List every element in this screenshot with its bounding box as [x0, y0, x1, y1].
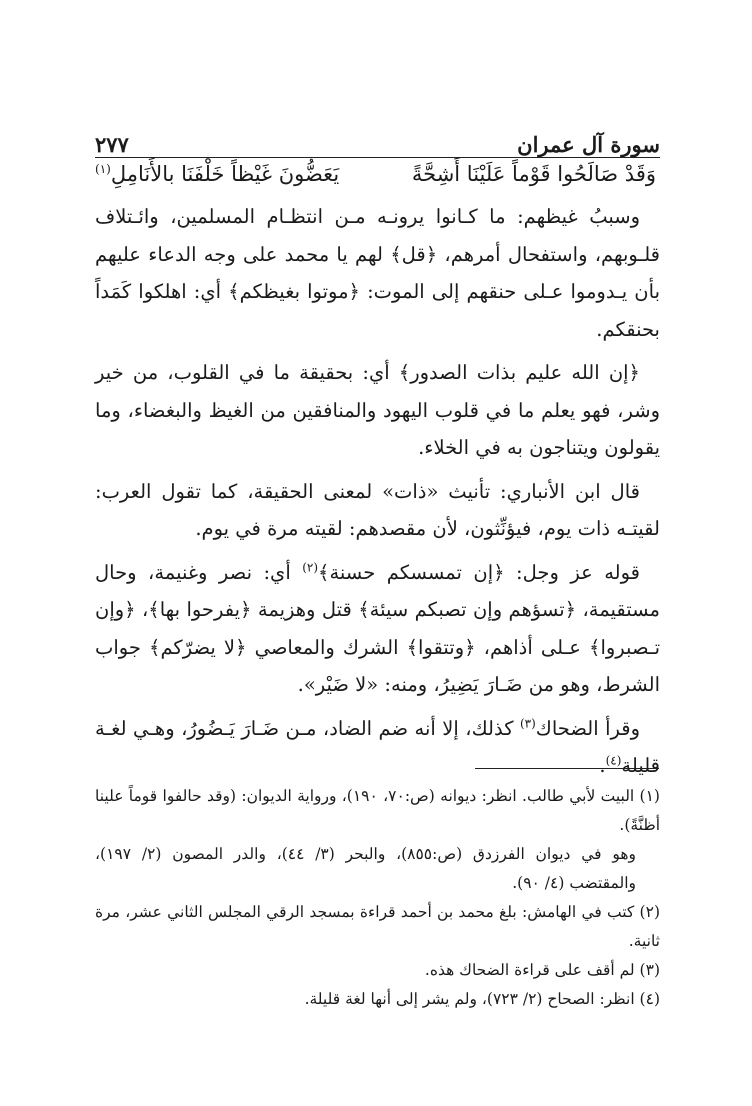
- footnote-2: (٢) كتب في الهامش: بلغ محمد بن أحمد قراءة بمسجد الرقي المجلس الثاني عشر، مرة ثانية.: [95, 903, 660, 950]
- footnote-ref-4: (٤): [605, 753, 622, 768]
- footnote-1-continued: وهو في ديوان الفرزدق (ص:٨٥٥)، والبحر (٣/ ٤٤)، والدر المصون (٢/ ١٩٧)، والمقتضب (٤/ ٩٠).: [95, 845, 636, 892]
- footnote-ref-1: (١): [95, 162, 111, 176]
- footnote-3: (٣) لم أقف على قراءة الضحاك هذه.: [424, 961, 660, 979]
- footnote-ref-3: (٣): [519, 716, 536, 730]
- paragraph: قال ابن الأنباري: تأنيث «ذات» لمعنى الحقيقة، كما تقول العرب: لقيتـه ذات يوم، فيؤنِّثون، لأن مقصدهم: لقيته مرة في يوم.: [95, 479, 660, 540]
- poetry-verse: [95, 158, 660, 198]
- surah-title: سورة آل عمران: [517, 132, 660, 157]
- paragraph: وقرأ الضحاك$^{(٣)}$ كذلك، إلا أنه ضم الضاد، مـن ضَـارَ يَـضُورُ، وهـي لغـة قليلة$^{(٤)}$.: [95, 716, 660, 777]
- footnote-divider: [475, 768, 659, 769]
- verse-hemistich-first: وَقَدْ صَالَحُوا قَوْماً عَلَيْنَا أَشِحَّةً: [411, 162, 656, 186]
- verse-hemistich-second: يَعَضُّونَ غَيْظاً خَلْفَنَا بالأَنَامِلِ$^{(١)}$: [95, 162, 340, 186]
- paragraph: ﴿إن الله عليم بذات الصدور﴾ أي: بحقيقة ما في القلوب، من خير وشر، فهو يعلم ما في قلوب اليهود والمنافقين من الغيظ والبغضاء، وما يقولون ويتناجون به في الخلاء.: [95, 361, 660, 459]
- footnote-1: (١) البيت لأبي طالب. انظر: ديوانه (ص:٧٠، ١٩٠)، ورواية الديوان: (وقد حالفوا قوماً علينا أظنَّةً).: [95, 787, 660, 834]
- paragraph: قوله عز وجل: ﴿إن تمسسكم حسنة﴾$^{(٢)}$ أي: نصر وغنيمة، وحال مستقيمة، ﴿تسؤهم وإن تصبكم سيئة﴾ قتل وهزيمة ﴿يفرحوا بها﴾، ﴿وإن تـصبروا﴾ عـلى أذاهم، ﴿وتتقوا﴾ الشرك والمعاصي ﴿لا يضرّكم﴾ جواب الشرط، وهو من ضَـارَ يَضِيرُ، ومنه: «لا ضَيْر».: [95, 560, 660, 696]
- paragraph: وسببُ غيظهم: ما كـانوا يرونـه مـن انتظـام المسلمين، وائـتلاف قلـوبهم، واستفحال أمرهم، ﴿قل﴾ لهم يا محمد على وجه الدعاء عليهم بأن يـدوموا عـلى حنقهم إلى الموت: ﴿موتوا بغيظكم﴾ أي: اهلكوا كَمَداً بحنقكم.: [95, 205, 660, 341]
- main-text: [95, 198, 660, 791]
- page-number: ٢٧٧: [95, 132, 129, 157]
- footnote-ref-2: (٢): [302, 560, 319, 574]
- footnote-4: (٤) انظر: الصحاح (٢/ ٧٢٣)، ولم يشر إلى أنها لغة قليلة.: [304, 990, 660, 1008]
- footnotes: [95, 782, 660, 1014]
- page-header: [95, 123, 660, 158]
